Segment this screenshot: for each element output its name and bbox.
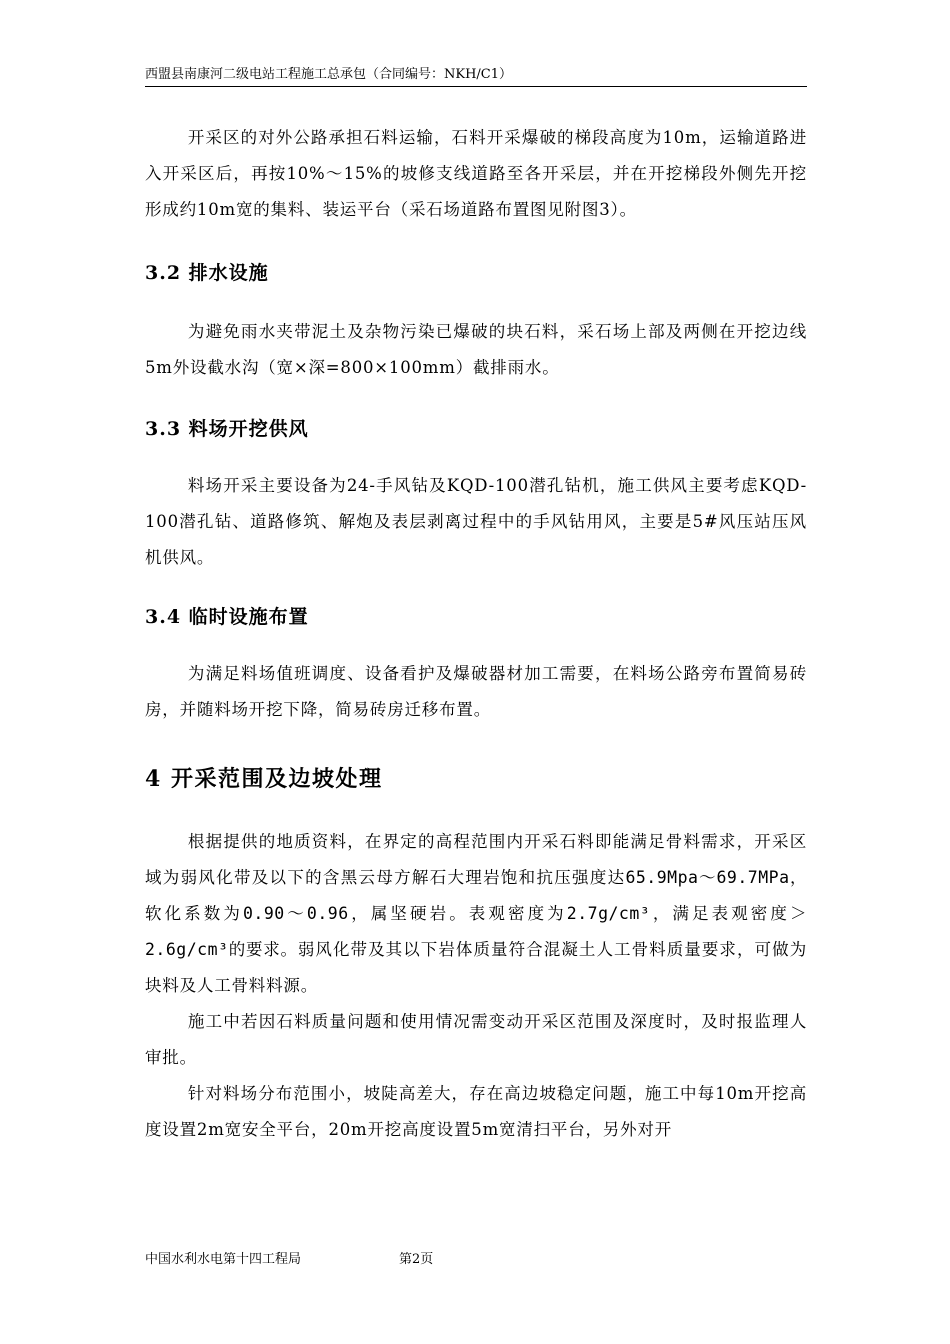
section-4-paragraph-2: 施工中若因石料质量问题和使用情况需变动开采区范围及深度时，及时报监理人审批。 [145,1012,807,1067]
section-4-heading: 4 开采范围及边坡处理 [145,766,383,792]
section-3-3-paragraph: 料场开采主要设备为24-手风钻及KQD-100潜孔钻机，施工供风主要考虑KQD-100潜孔钻、道路修筑、解炮及表层剥离过程中的手风钻用风，主要是5#风压站压风机供风。 [145,476,807,567]
section-3-4-heading: 3.4 临时设施布置 [145,606,309,628]
section-3-4-paragraph: 为满足料场值班调度、设备看护及爆破器材加工需要，在料场公路旁布置简易砖房，并随料场开挖下降，简易砖房迁移布置。 [145,664,807,719]
header-title: 西盟县南康河二级电站工程施工总承包（合同编号：NKH/C1） [145,67,513,82]
page-header [145,64,807,87]
section-3-2-paragraph: 为避免雨水夹带泥土及杂物污染已爆破的块石料，采石场上部及两侧在开挖边线5m外设截水沟（宽×深=800×100mm）截排雨水。 [145,322,807,377]
footer-organization: 中国水利水电第十四工程局 [145,1252,302,1267]
section-3-3-heading: 3.3 料场开挖供风 [145,418,309,440]
section-4-paragraph-1-part-a: 根据提供的地质资料，在界定的高程范围内开采石料即能满足骨料需求，开采区域为弱风化带及以下的含黑云母方解石大理岩饱和抗压强度达 [145,832,807,887]
intro-paragraph: 开采区的对外公路承担石料运输，石料开采爆破的梯段高度为10m，运输道路进入开采区后，再按10%～15%的坡修支线道路至各开采层，并在开挖梯段外侧先开挖形成约10m宽的集料、装运平台（采石场道路布置图见附图3）。 [145,128,807,219]
section-4-paragraph-1-part-b: 65.9Mpa～69.7MPa，软化系数为0.90～0.96，属坚硬岩。表观密度为2.7g/cm³，满足表观密度＞2.6g/cm³的要求。 [145,868,807,959]
section-4-paragraph-3: 针对料场分布范围小，坡陡高差大，存在高边坡稳定问题，施工中每10m开挖高度设置2m宽安全平台，20m开挖高度设置5m宽清扫平台，另外对开 [145,1084,807,1139]
footer-page-number: 第2页 [399,1252,434,1267]
section-3-2-heading: 3.2 排水设施 [145,262,269,284]
section-4-paragraph-1-part-c: 弱风化带及其以下岩体质量符合混凝土人工骨料质量要求，可做为块料及人工骨料料源。 [145,940,807,995]
section-4-paragraph-1 [145,824,807,1004]
document-body [145,118,807,1148]
